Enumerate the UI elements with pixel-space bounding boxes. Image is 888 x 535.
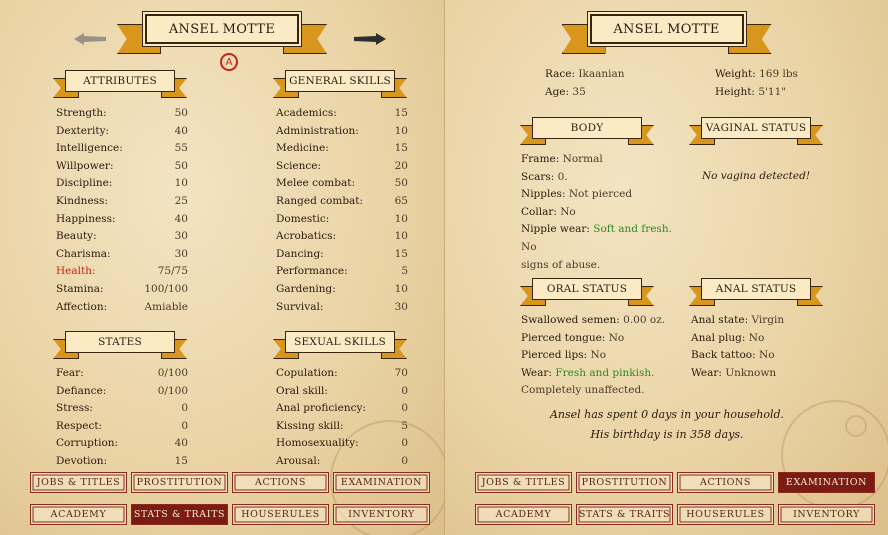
states-banner (53, 331, 187, 361)
stat-row (276, 246, 408, 264)
stat-label: Discipline: (56, 177, 113, 190)
stat-value: 50 (174, 107, 188, 119)
stat-row (276, 140, 408, 158)
stat-row (56, 175, 188, 193)
stat-value: 20 (394, 159, 408, 172)
stat-label: Willpower: (56, 159, 114, 172)
stat-row (276, 263, 408, 281)
prostitution-button[interactable]: PROSTITUTION (131, 472, 228, 493)
jobs-titles-button[interactable]: JOBS & TITLES (475, 472, 572, 493)
stat-label: Corruption: (56, 437, 119, 450)
character-title-banner (562, 10, 772, 56)
stat-value: 0 (401, 437, 408, 450)
academy-button[interactable]: ACADEMY (475, 504, 572, 525)
stat-value: 0/100 (157, 367, 188, 379)
stat-label: Science: (276, 159, 322, 172)
stat-value: 0 (401, 454, 408, 467)
stat-value: 30 (174, 230, 188, 243)
stat-row (276, 453, 408, 471)
stat-row (56, 435, 188, 453)
stat-label: Gardening: (276, 282, 336, 295)
academy-button[interactable]: ACADEMY (30, 504, 127, 525)
stat-row (56, 281, 188, 299)
stat-value: 55 (174, 142, 188, 155)
stat-row (56, 453, 188, 471)
stat-label: Beauty: (56, 230, 97, 243)
stat-value: 50 (394, 177, 408, 190)
stat-value: 10 (394, 230, 408, 243)
stat-row (276, 158, 408, 176)
oral-status-heading: ORAL STATUS (532, 278, 642, 300)
stat-label: Intelligence: (56, 142, 123, 155)
stat-value: 0 (401, 402, 408, 415)
stat-label: Homosexuality: (276, 437, 359, 450)
stat-value: 15 (174, 454, 188, 467)
stat-value: Amiable (144, 300, 188, 313)
prev-character-arrow-icon[interactable] (74, 32, 106, 46)
prostitution-button[interactable]: PROSTITUTION (576, 472, 673, 493)
household-days-text: Ansel has spent 0 days in your household. (549, 408, 785, 421)
stat-label: Stress: (56, 402, 93, 415)
stat-label: Performance: (276, 265, 348, 278)
character-name: ANSEL MOTTE (145, 14, 299, 44)
body-details: Frame: Normal Scars: 0. Nipples: Not pierced Collar: No Nipple wear: Soft and fresh. No signs of abuse. (521, 153, 672, 271)
auto-rename-icon[interactable]: A (220, 53, 238, 71)
stat-row (56, 211, 188, 229)
height-field: Height: 5'11" (715, 86, 787, 98)
stat-label: Melee combat: (276, 177, 355, 190)
examination-button[interactable]: EXAMINATION (333, 472, 430, 493)
stat-value: 15 (394, 247, 408, 260)
stat-row (56, 383, 188, 401)
vaginal-status-text: No vagina detected! (701, 170, 811, 182)
stat-row (276, 175, 408, 193)
stat-row (56, 105, 188, 123)
general-skills-list (276, 105, 408, 316)
jobs-titles-button[interactable]: JOBS & TITLES (30, 472, 127, 493)
inventory-button[interactable]: INVENTORY (778, 504, 875, 525)
stat-value: 10 (394, 124, 408, 137)
sexual-skills-list (276, 365, 408, 471)
states-heading: STATES (65, 331, 175, 353)
stat-label: Charisma: (56, 247, 111, 260)
birthday-text: His birthday is in 358 days. (590, 428, 744, 441)
stats-traits-button[interactable]: STATS & TRAITS (131, 504, 228, 525)
stat-row (276, 299, 408, 317)
general-skills-heading: GENERAL SKILLS (285, 70, 395, 92)
stat-label: Oral skill: (276, 384, 328, 397)
actions-button[interactable]: ACTIONS (232, 472, 329, 493)
stat-value: 40 (174, 124, 188, 137)
attributes-banner (53, 70, 187, 100)
stat-value: 40 (174, 437, 188, 450)
stat-row (276, 400, 408, 418)
stat-row (56, 365, 188, 383)
stat-label: Academics: (276, 107, 337, 119)
stat-label: Survival: (276, 300, 324, 313)
stat-label: Medicine: (276, 142, 329, 155)
stat-value: 10 (174, 177, 188, 190)
vaginal-status-heading: VAGINAL STATUS (701, 117, 811, 139)
stat-label: Arousal: (276, 454, 321, 467)
stat-row (56, 418, 188, 436)
stat-row (56, 193, 188, 211)
stat-value: 65 (394, 194, 408, 207)
stat-label: Copulation: (276, 367, 338, 379)
sexual-skills-heading: SEXUAL SKILLS (285, 331, 395, 353)
stat-row (276, 105, 408, 123)
next-character-arrow-icon[interactable] (354, 32, 386, 46)
age-field: Age: 35 (545, 86, 586, 98)
stat-value: 5 (401, 265, 408, 278)
stat-value: 5 (401, 419, 408, 432)
stat-label: Kindness: (56, 194, 108, 207)
stat-row (276, 211, 408, 229)
stat-value: 30 (174, 247, 188, 260)
stat-value: 70 (394, 367, 408, 379)
stat-row (56, 263, 188, 281)
examination-button[interactable]: EXAMINATION (778, 472, 875, 493)
stat-label: Domestic: (276, 212, 330, 225)
stat-label: Respect: (56, 419, 103, 432)
houserules-button[interactable]: HOUSERULES (677, 504, 774, 525)
stat-label: Strength: (56, 107, 107, 119)
stat-row (276, 365, 408, 383)
stat-row (56, 123, 188, 141)
stat-row (276, 193, 408, 211)
vaginal-status-banner (689, 117, 823, 147)
stat-row (276, 435, 408, 453)
stat-label: Health: (56, 265, 96, 278)
stat-row (56, 299, 188, 317)
stat-value: 30 (394, 300, 408, 313)
oral-status-details: Swallowed semen: 0.00 oz. Pierced tongue: No Pierced lips: No Wear: Fresh and pinkish. Completely unaffected. (521, 314, 666, 397)
stat-label: Kissing skill: (276, 419, 344, 432)
stat-value: 0 (181, 402, 188, 415)
character-name: ANSEL MOTTE (590, 14, 744, 44)
attributes-list (56, 105, 188, 316)
body-heading: BODY (532, 117, 642, 139)
stat-label: Happiness: (56, 212, 116, 225)
stat-row (276, 123, 408, 141)
stat-row (56, 158, 188, 176)
stat-row (276, 281, 408, 299)
stat-value: 50 (174, 159, 188, 172)
stat-label: Anal proficiency: (276, 402, 366, 415)
stat-label: Dexterity: (56, 124, 110, 137)
stat-row (56, 140, 188, 158)
stat-value: 10 (394, 282, 408, 295)
general-skills-banner (273, 70, 407, 100)
stat-value: 15 (394, 107, 408, 119)
attributes-heading: ATTRIBUTES (65, 70, 175, 92)
race-field: Race: Ikaanian (545, 68, 625, 80)
right-page (444, 0, 888, 535)
anal-status-banner (689, 278, 823, 308)
anal-status-details: Anal state: Virgin Anal plug: No Back tattoo: No Wear: Unknown (691, 314, 785, 379)
sexual-skills-banner (273, 331, 407, 361)
anal-status-heading: ANAL STATUS (701, 278, 811, 300)
stat-value: 40 (174, 212, 188, 225)
stat-row (276, 418, 408, 436)
stat-label: Acrobatics: (276, 230, 337, 243)
stat-row (56, 228, 188, 246)
stat-label: Defiance: (56, 384, 107, 397)
stat-label: Stamina: (56, 282, 104, 295)
inventory-button[interactable]: INVENTORY (333, 504, 430, 525)
stat-label: Dancing: (276, 247, 324, 260)
stat-label: Ranged combat: (276, 194, 364, 207)
houserules-button[interactable]: HOUSERULES (232, 504, 329, 525)
stats-traits-button[interactable]: STATS & TRAITS (576, 504, 673, 525)
oral-status-banner (520, 278, 654, 308)
stat-value: 10 (394, 212, 408, 225)
stat-value: 15 (394, 142, 408, 155)
stat-value: 0/100 (157, 384, 188, 397)
stat-row (56, 246, 188, 264)
stat-row (56, 400, 188, 418)
states-list (56, 365, 188, 471)
stat-label: Devotion: (56, 454, 108, 467)
stat-label: Fear: (56, 367, 84, 379)
stat-value: 0 (401, 384, 408, 397)
weight-field: Weight: 169 lbs (715, 68, 798, 80)
stat-label: Affection: (56, 300, 108, 313)
stat-label: Administration: (276, 124, 359, 137)
stat-value: 100/100 (144, 282, 188, 295)
stat-row (276, 228, 408, 246)
stat-value: 25 (174, 194, 188, 207)
stat-value: 0 (181, 419, 188, 432)
stat-value: 75/75 (157, 265, 188, 278)
character-title-banner (117, 10, 327, 56)
stat-row (276, 383, 408, 401)
actions-button[interactable]: ACTIONS (677, 472, 774, 493)
body-banner (520, 117, 654, 147)
